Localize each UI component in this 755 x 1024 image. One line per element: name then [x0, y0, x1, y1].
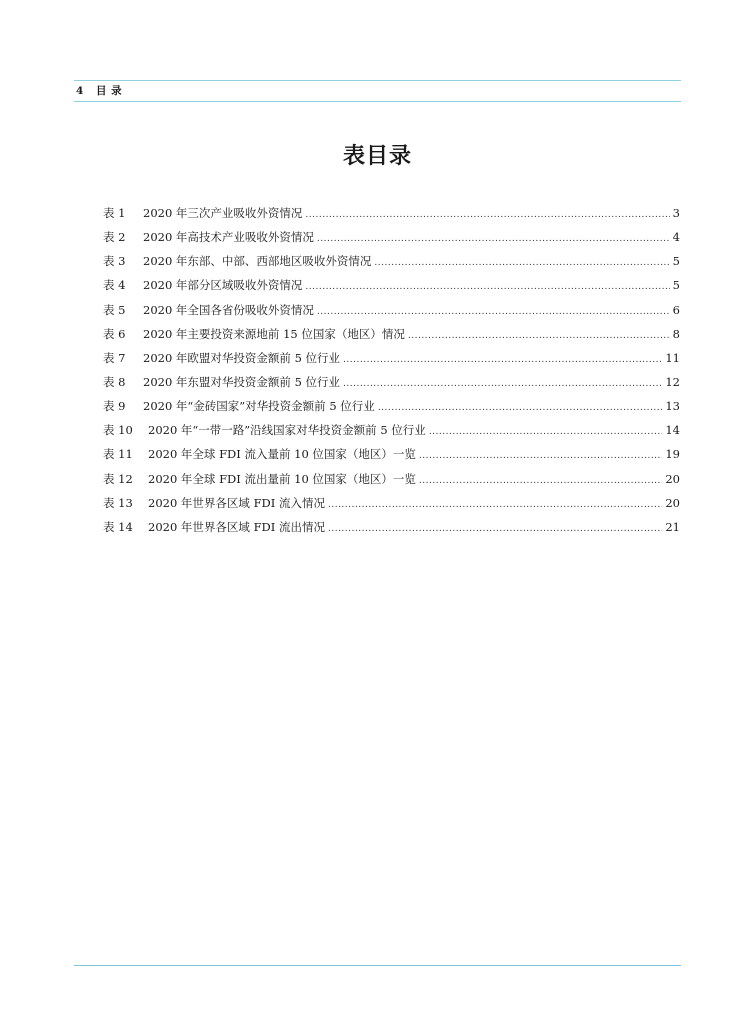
toc-entry[interactable]	[103, 471, 680, 495]
page-number: 4	[76, 85, 84, 97]
toc-entry-label: 表 11	[103, 447, 133, 462]
toc-entry-page: 4	[672, 230, 680, 245]
section-title: 目 录	[95, 85, 123, 97]
dot-leader	[305, 279, 669, 296]
header-rule-top	[74, 80, 681, 81]
toc-entry[interactable]	[103, 422, 680, 446]
toc-entry[interactable]	[103, 302, 680, 326]
dot-leader	[305, 207, 669, 224]
dot-leader	[328, 521, 662, 538]
toc-entry-label: 表 8	[103, 374, 126, 389]
toc-entry-title: 2020 年东部、中部、西部地区吸收外资情况	[143, 254, 372, 269]
toc-entry[interactable]	[103, 374, 680, 398]
toc-entry-page: 21	[665, 519, 680, 534]
header-rule-bottom	[74, 101, 681, 102]
toc-entry-page: 6	[672, 302, 680, 317]
toc-entry-title: 2020 年“一带一路”沿线国家对华投资金额前 5 位行业	[148, 423, 426, 438]
toc-entry-title: 2020 年主要投资来源地前 15 位国家（地区）情况	[143, 326, 405, 341]
dot-leader	[328, 497, 662, 514]
toc-entry-title: 2020 年“金砖国家”对华投资金额前 5 位行业	[143, 399, 375, 414]
dot-leader	[317, 304, 670, 321]
toc-entry-label: 表 4	[103, 278, 126, 293]
toc-entry-page: 20	[665, 471, 680, 486]
toc-entry-page: 8	[672, 326, 680, 341]
toc-entry[interactable]	[103, 398, 680, 422]
toc-entry-label: 表 2	[103, 230, 126, 245]
toc-entry-page: 14	[665, 423, 680, 438]
toc-entry[interactable]	[103, 495, 680, 519]
toc-entry-title: 2020 年三次产业吸收外资情况	[143, 206, 303, 220]
dot-leader	[317, 231, 670, 248]
dot-leader	[429, 424, 663, 441]
toc-entry-label: 表 5	[103, 302, 126, 317]
toc-entry-page: 19	[665, 447, 680, 462]
dot-leader	[419, 473, 662, 490]
toc-entry-label: 表 9	[103, 399, 126, 414]
toc-entry[interactable]	[103, 350, 680, 374]
dot-leader	[374, 255, 669, 272]
toc-entry-label: 表 13	[103, 495, 133, 510]
toc-entry-title: 2020 年全球 FDI 流入量前 10 位国家（地区）一览	[148, 447, 416, 462]
table-of-contents	[103, 205, 680, 543]
dot-leader	[343, 376, 662, 393]
dot-leader	[419, 448, 662, 465]
toc-entry-title: 2020 年全球 FDI 流出量前 10 位国家（地区）一览	[148, 471, 416, 486]
toc-entry-page: 12	[665, 374, 680, 389]
toc-entry-label: 表 12	[103, 471, 133, 486]
toc-entry-label: 表 10	[103, 423, 133, 438]
toc-entry-label: 表 3	[103, 254, 126, 269]
toc-entry-page: 20	[665, 495, 680, 510]
toc-entry-page: 5	[672, 254, 680, 269]
running-head	[76, 84, 122, 98]
dot-leader	[408, 328, 670, 345]
toc-entry-title: 2020 年欧盟对华投资金额前 5 位行业	[143, 350, 341, 365]
footer-rule	[74, 965, 681, 966]
toc-entry-title: 2020 年东盟对华投资金额前 5 位行业	[143, 374, 341, 389]
toc-entry-label: 表 6	[103, 326, 126, 341]
dot-leader	[378, 400, 663, 417]
toc-entry-page: 11	[665, 350, 680, 365]
toc-entry[interactable]	[103, 253, 680, 277]
toc-entry[interactable]	[103, 446, 680, 470]
page-title: 表目录	[342, 143, 412, 169]
toc-entry-label: 表 14	[103, 519, 133, 534]
toc-entry[interactable]	[103, 229, 680, 253]
toc-entry[interactable]	[103, 205, 680, 229]
dot-leader	[343, 352, 662, 369]
toc-entry-title: 2020 年世界各区域 FDI 流入情况	[148, 495, 325, 510]
toc-entry-title: 2020 年部分区域吸收外资情况	[143, 278, 303, 293]
toc-entry-page: 13	[665, 399, 680, 414]
toc-entry-page: 5	[672, 278, 680, 293]
toc-entry[interactable]	[103, 519, 680, 543]
toc-entry-label: 表 7	[103, 350, 126, 365]
toc-entry-page: 3	[672, 206, 680, 220]
toc-entry-title: 2020 年世界各区域 FDI 流出情况	[148, 519, 325, 534]
toc-entry-title: 2020 年全国各省份吸收外资情况	[143, 302, 314, 317]
toc-entry[interactable]	[103, 326, 680, 350]
toc-entry-title: 2020 年高技术产业吸收外资情况	[143, 230, 314, 245]
toc-entry-label: 表 1	[103, 206, 126, 220]
toc-entry[interactable]	[103, 277, 680, 301]
